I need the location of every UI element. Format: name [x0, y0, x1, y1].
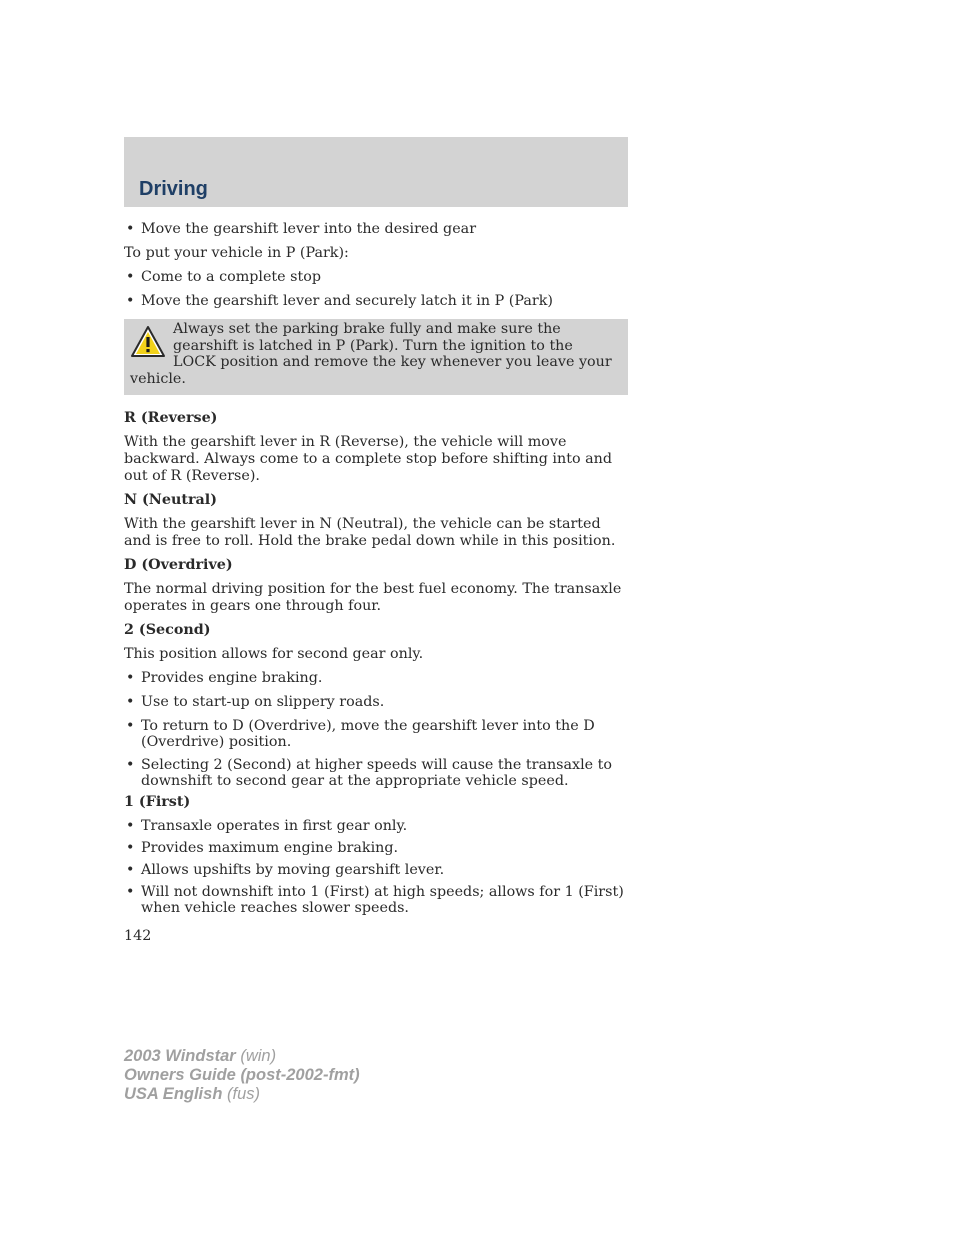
body-neutral: With the gearshift lever in N (Neutral), the vehicle can be started and is free to roll. Hold the brake pedal down while in this position.	[124, 516, 616, 549]
warning-triangle-icon	[130, 325, 166, 359]
list-item: • Will not downshift into 1 (First) at high speeds; allows for 1 (First) when vehicle reaches slower speeds.	[124, 884, 628, 916]
body-overdrive: The normal driving position for the best fuel economy. The transaxle operates in gears one through four.	[124, 581, 622, 614]
heading-second: 2 (Second)	[124, 622, 211, 638]
footer-line-guide	[124, 1066, 360, 1085]
list-item: • Allows upshifts by moving gearshift lever.	[124, 862, 628, 879]
document-footer	[124, 1047, 360, 1104]
footer-language-code: (fus)	[222, 1085, 260, 1103]
heading-reverse: R (Reverse)	[124, 410, 218, 426]
section-header-band	[124, 137, 628, 207]
body-second: This position allows for second gear only.	[124, 646, 424, 662]
heading-neutral: N (Neutral)	[124, 492, 217, 508]
intro-bullets	[124, 221, 628, 238]
body-reverse: With the gearshift lever in R (Reverse), the vehicle will move backward. Always come to a complete stop before shifting into and out of R (Reverse).	[124, 434, 612, 484]
list-item: • Use to start-up on slippery roads.	[124, 694, 628, 711]
list-item: • Move the gearshift lever and securely latch it in P (Park)	[124, 293, 628, 310]
list-item: • Move the gearshift lever into the desired gear	[124, 221, 628, 238]
list-item: • Selecting 2 (Second) at higher speeds will cause the transaxle to downshift to second gear at the appropriate vehicle speed.	[124, 757, 628, 789]
heading-first: 1 (First)	[124, 794, 191, 810]
footer-guide: Owners Guide (post-2002-fmt)	[124, 1066, 360, 1084]
footer-model-code: (win)	[235, 1047, 277, 1065]
second-bullets	[124, 670, 628, 789]
first-bullets	[124, 818, 628, 916]
footer-language: USA English	[124, 1085, 223, 1103]
list-item: • Provides maximum engine braking.	[124, 840, 628, 857]
list-item: • To return to D (Overdrive), move the gearshift lever into the D (Overdrive) position.	[124, 718, 628, 750]
heading-overdrive: D (Overdrive)	[124, 557, 233, 573]
warning-box	[124, 319, 628, 395]
park-bullets	[124, 269, 628, 310]
footer-line-model	[124, 1047, 360, 1066]
footer-line-language	[124, 1085, 360, 1104]
list-item: • Come to a complete stop	[124, 269, 628, 286]
page-content	[124, 221, 628, 945]
list-item: • Provides engine braking.	[124, 670, 628, 687]
warning-text: Always set the parking brake fully and make sure the gearshift is latched in P (Park). Turn the ignition to the LOCK position and remove the key whenever you leave your vehicle.	[130, 321, 612, 387]
section-title: Driving	[139, 178, 208, 200]
list-item: • Transaxle operates in first gear only.	[124, 818, 628, 835]
footer-model: 2003 Windstar	[124, 1047, 236, 1065]
park-intro: To put your vehicle in P (Park):	[124, 245, 349, 261]
page-number: 142	[124, 928, 152, 944]
